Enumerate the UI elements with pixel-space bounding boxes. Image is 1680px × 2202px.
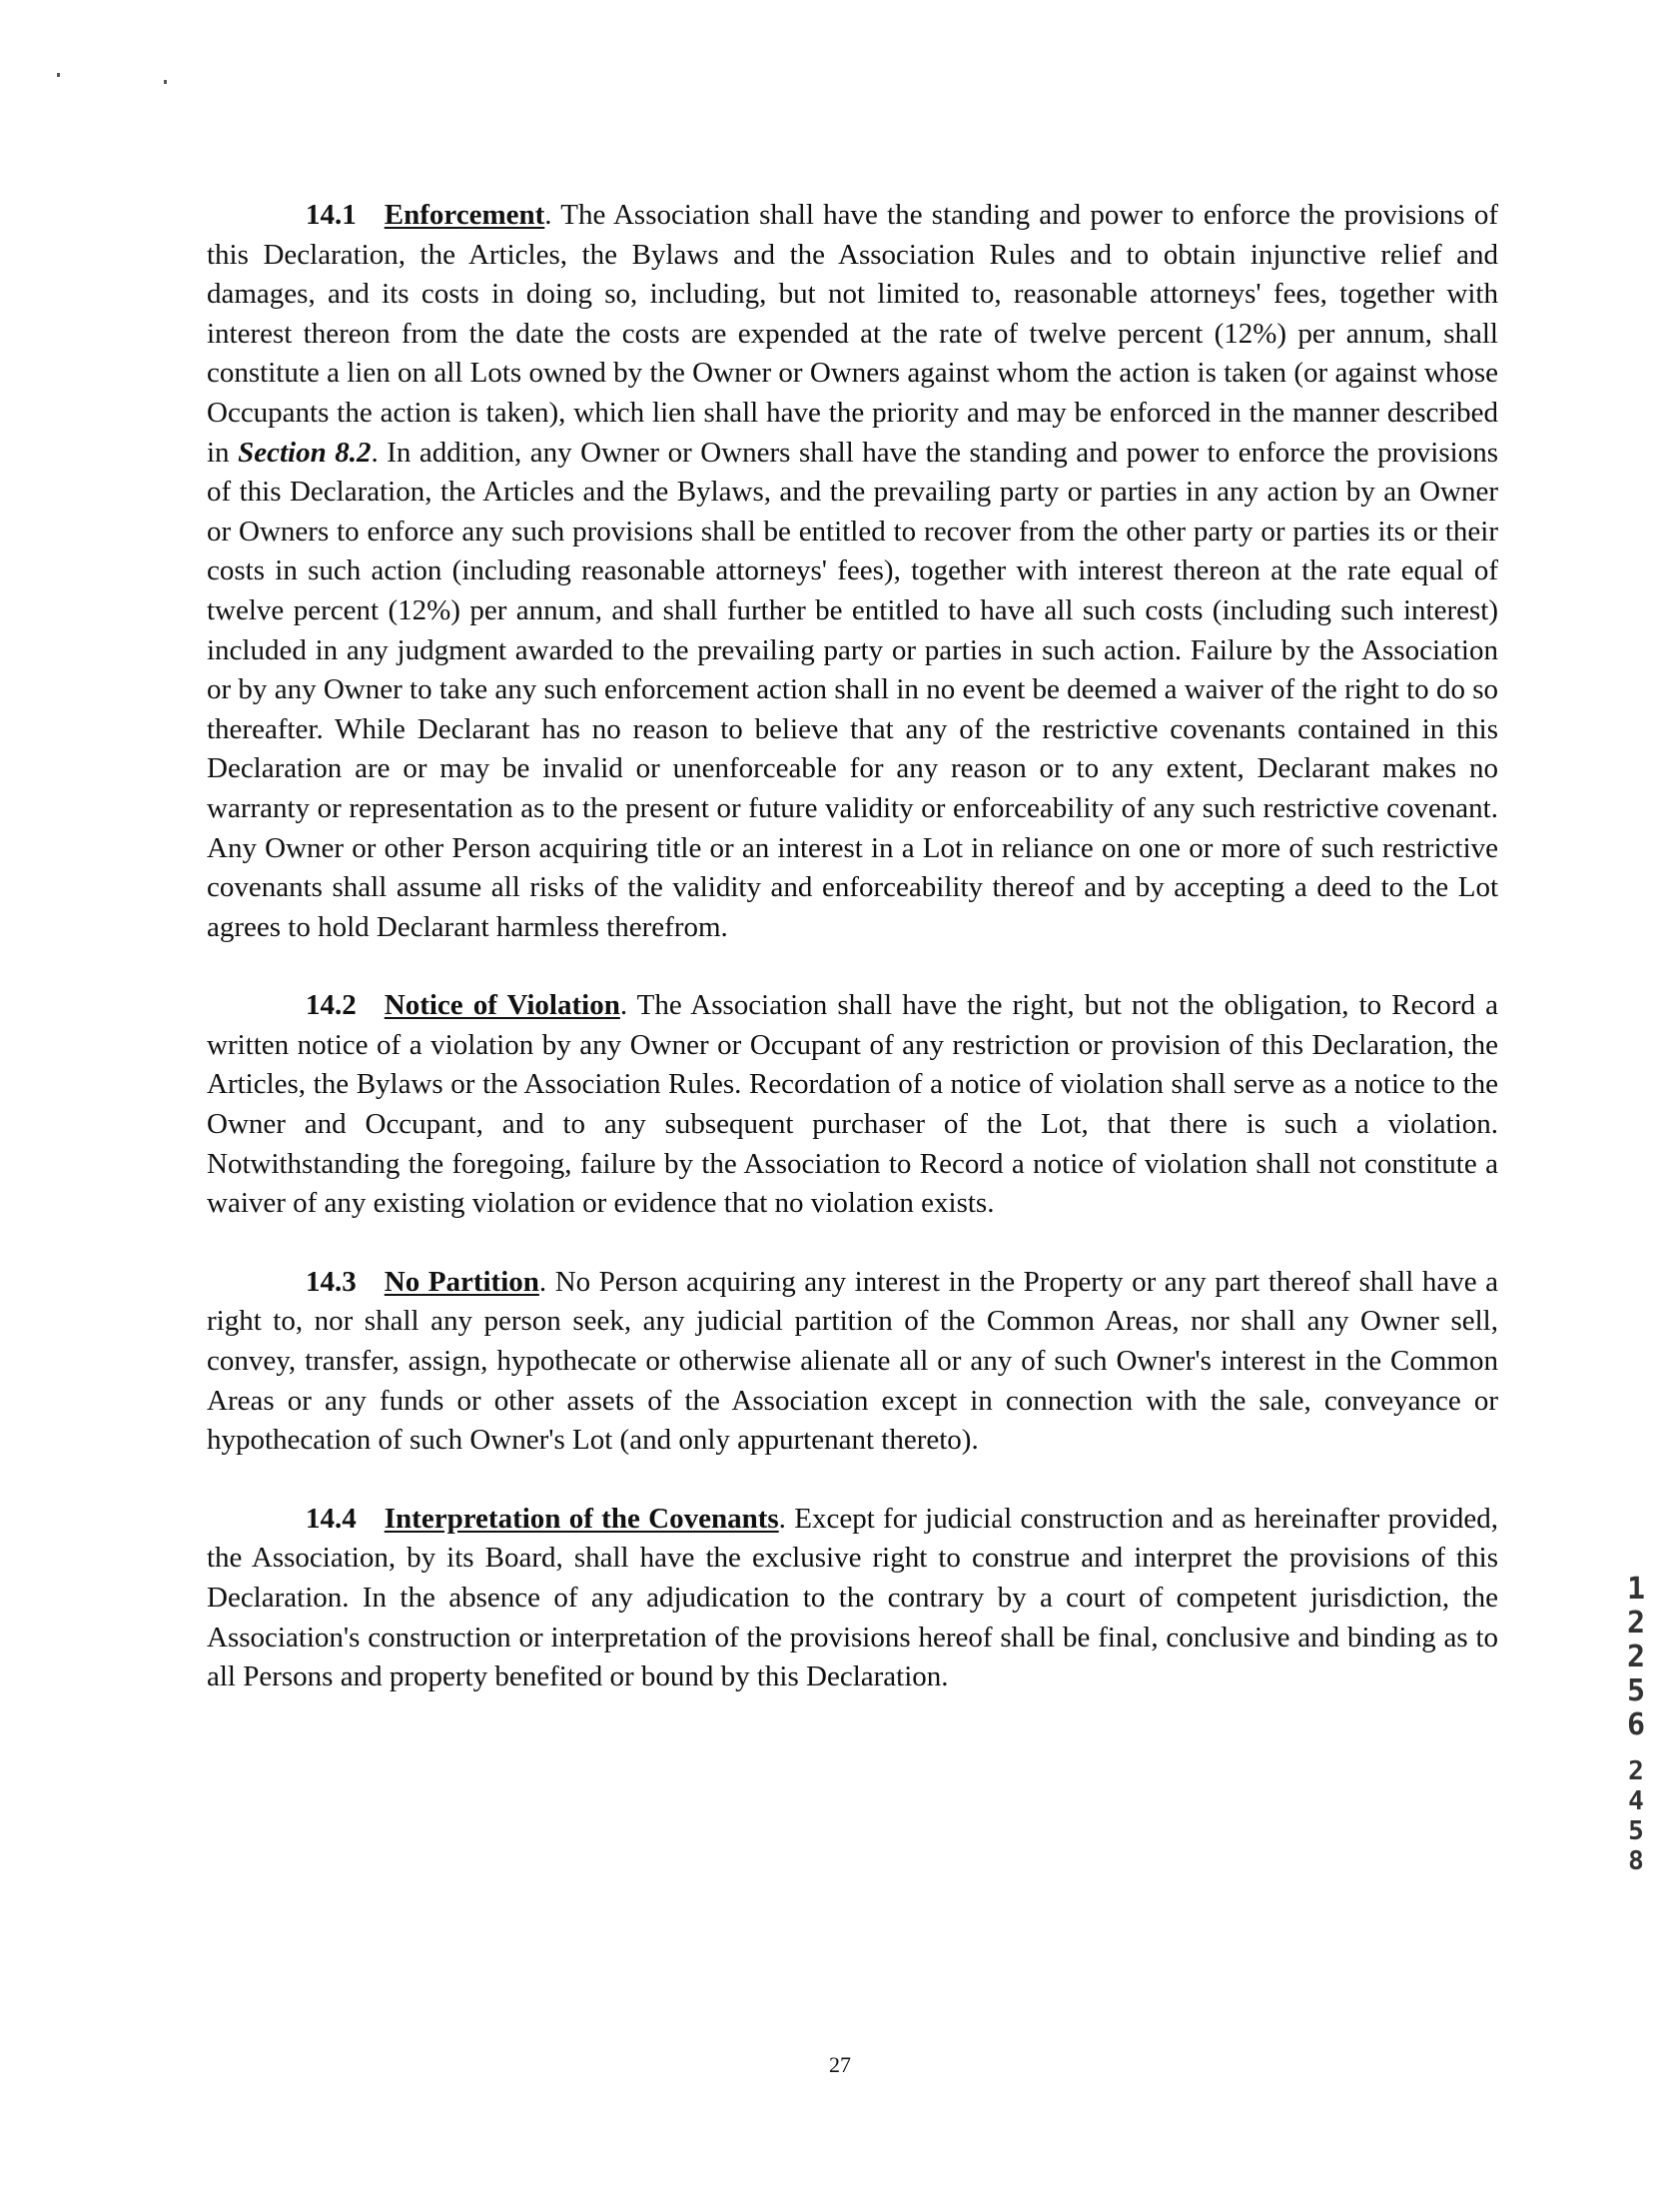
section-heading: Notice of Violation [384,989,620,1022]
stamp-digit: 5 [1626,1673,1646,1708]
section-14-3 [207,1263,1498,1461]
margin-stamp-lower [1616,1756,1656,1876]
section-reference: Section 8.2 [238,436,372,469]
section-14-1 [207,196,1498,947]
stamp-digit: 5 [1628,1816,1644,1846]
section-text: . In addition, any Owner or Owners shall have the standing and power to enforce the provisions of this Declaration, the Articles and the Bylaws, and the prevailing party or parties in any action by an Owner or Owners to enforce any such provisions shall be entitled to recover from the other party or parties its or their costs in such action (including reasonable attorneys' fees), together with interest thereon at the rate equal of twelve percent (12%) per annum, and shall further be entitled to have all such costs (including such interest) included in any judgment awarded to the prevailing party or parties in such action. Failure by the Association or by any Owner to take any such enforcement action shall in no event be deemed a waiver of the right to do so thereafter. While Declarant has no reason to believe that any of the restrictive covenants contained in this Declaration are or may be invalid or unenforceable for any reason or to any extent, Declarant makes no warranty or representation as to the present or future validity or enforceability of any such restrictive covenant. Any Owner or other Person acquiring title or an interest in a Lot in reliance on one or more of such restrictive covenants shall assume all risks of the validity and enforceability thereof and by accepting a deed to the Lot agrees to hold Declarant harmless therefrom. [207,436,1498,943]
stamp-digit: 6 [1626,1707,1646,1742]
section-text: . No Person acquiring any interest in the Property or any part thereof shall have a right to, nor shall any person seek, any judicial partition of the Common Areas, nor shall any Owner sell, convey, transfer, assign, hypothecate or otherwise alienate all or any of such Owner's interest in the Common Areas or any funds or other assets of the Association except in connection with the sale, conveyance or hypothecation of such Owner's Lot (and only appurtenant thereto). [207,1265,1498,1457]
section-14-2 [207,986,1498,1224]
scan-artifact [164,80,167,84]
section-heading: Interpretation of the Covenants [384,1502,779,1535]
stamp-digit: 4 [1628,1786,1644,1816]
stamp-digit: 2 [1628,1756,1644,1786]
document-body [207,196,1498,1697]
section-text: . The Association shall have the standing and power to enforce the provisions of this Declaration, the Articles, the Bylaws and the Association Rules and to obtain injunctive relief and damages, and its costs in doing so, including, but not limited to, reasonable attorneys' fees, together with interest thereon from the date the costs are expended at the rate of twelve percent (12%) per annum, shall constitute a lien on all Lots owned by the Owner or Owners against whom the action is taken (or against whose Occupants the action is taken), which lien shall have the priority and may be enforced in the manner described in [207,199,1498,469]
page-number: 27 [829,2052,851,2077]
section-number: 14.1 [306,199,357,231]
section-number: 14.4 [306,1502,357,1535]
section-number: 14.2 [306,989,357,1022]
section-number: 14.3 [306,1265,357,1298]
section-text: . The Association shall have the right, but not the obligation, to Record a written notice of a violation by any Owner or Occupant of any restriction or provision of this Declaration, the Articles, the Bylaws or the Association Rules. Recordation of a notice of violation shall serve as a notice to the Owner and Occupant, and to any subsequent purchaser of the Lot, that there is such a violation. Notwithstanding the foregoing, failure by the Association to Record a notice of violation shall not constitute a waiver of any existing violation or evidence that no violation exists. [207,989,1499,1220]
margin-stamp-upper [1616,1573,1656,1742]
section-text: . Except for judicial construction and as hereinafter provided, the Association, by its Board, shall have the exclusive right to construe and interpret the provisions of this Declaration. In the absence of any adjudication to the contrary by a court of competent jurisdiction, the Association's construction or interpretation of the provisions hereof shall be final, conclusive and binding as to all Persons and property benefited or bound by this Declaration. [207,1502,1498,1693]
section-heading: Enforcement [384,199,545,231]
section-14-4 [207,1500,1498,1697]
stamp-digit: 2 [1626,1640,1646,1674]
stamp-digit: 2 [1626,1606,1646,1641]
stamp-digit: 1 [1626,1572,1646,1607]
stamp-digit: 8 [1628,1846,1644,1876]
section-heading: No Partition [384,1265,539,1298]
scan-artifact [57,73,60,77]
